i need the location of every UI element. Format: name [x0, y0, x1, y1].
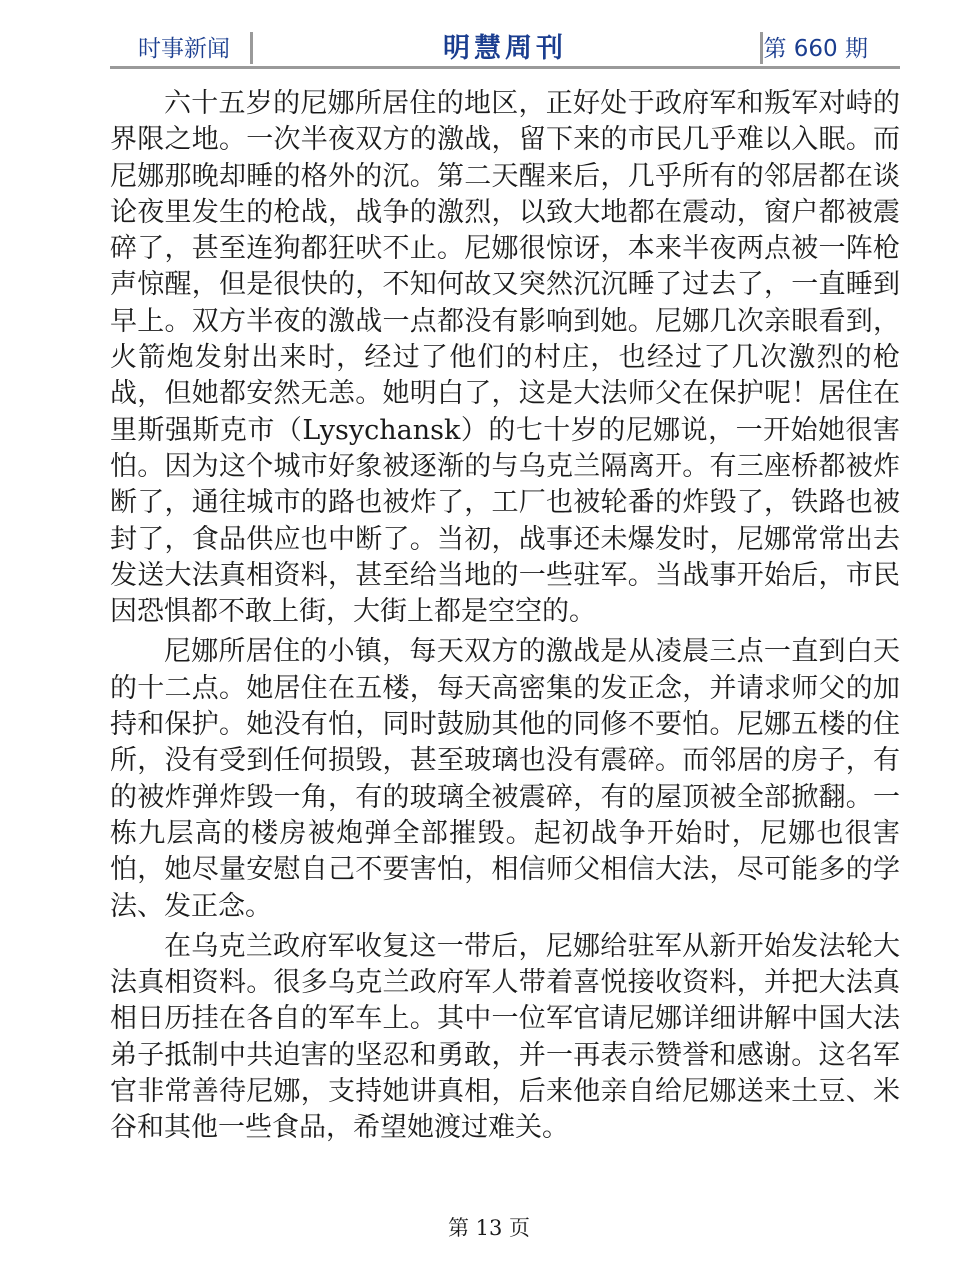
publication-title: 明慧周刊 — [443, 33, 567, 64]
paragraph: 六十五岁的尼娜所居住的地区，正好处于政府军和叛军对峙的界限之地。一次半夜双方的激战，留下来的市民几乎难以入眠。而尼娜那晚却睡的格外的沉。第二天醒来后，几乎所有的邻居都在谈论夜里发生的枪战，战争的激烈，以致大地都在震动，窗户都被震碎了，甚至连狗都狂吠不止。尼娜很惊讶，本来半夜两点被一阵枪声惊醒，但是很快的，不知何故又突然沉沉睡了过去了，一直睡到早上。双方半夜的激战一点都没有影响到她。尼娜几次亲眼看到，火箭炮发射出来时，经过了他们的村庄，也经过了几次激烈的枪战，但她都安然无恙。她明白了，这是大法师父在保护呢！居住在里斯强斯克市（Lysychansk）的七十岁的尼娜说，一开始她很害怕。因为这个城市好象被逐渐的与乌克兰隔离开。有三座桥都被炸断了，通往城市的路也被炸了，工厂也被轮番的炸毁了，铁路也被封了，食品供应也中断了。当初，战事还未爆发时，尼娜常常出去发送大法真相资料，甚至给当地的一些驻军。当战事开始后，市民因恐惧都不敢上街，大街上都是空空的。 — [110, 88, 900, 628]
page-number: 第 13 页 — [447, 1216, 531, 1240]
header-rule — [110, 66, 900, 69]
article-body — [110, 86, 900, 1151]
section-label: 时事新闻 — [138, 36, 230, 62]
paragraph: 在乌克兰政府军收复这一带后，尼娜给驻军从新开始发法轮大法真相资料。很多乌克兰政府军人带着喜悦接收资料，并把大法真相日历挂在各自的军车上。其中一位军官请尼娜详细讲解中国大法弟子抵制中共迫害的坚忍和勇敢，并一再表示赞誉和感谢。这名军官非常善待尼娜，支持她讲真相，后来他亲自给尼娜送来土豆、米谷和其他一些食品，希望她渡过难关。 — [110, 930, 900, 1144]
issue-number: 第 660 期 — [763, 36, 868, 62]
paragraph: 尼娜所居住的小镇，每天双方的激战是从凌晨三点一直到白天的十二点。她居住在五楼，每天高密集的发正念，并请求师父的加持和保护。她没有怕，同时鼓励其他的同修不要怕。尼娜五楼的住所，没有受到任何损毁，甚至玻璃也没有震碎。而邻居的房子，有的被炸弹炸毁一角，有的玻璃全被震碎，有的屋顶被全部掀翻。一栋九层高的楼房被炮弹全部摧毁。起初战争开始时，尼娜也很害怕，她尽量安慰自己不要害怕，相信师父相信大法，尽可能多的学法、发正念。 — [110, 636, 900, 922]
page-header — [110, 26, 900, 66]
